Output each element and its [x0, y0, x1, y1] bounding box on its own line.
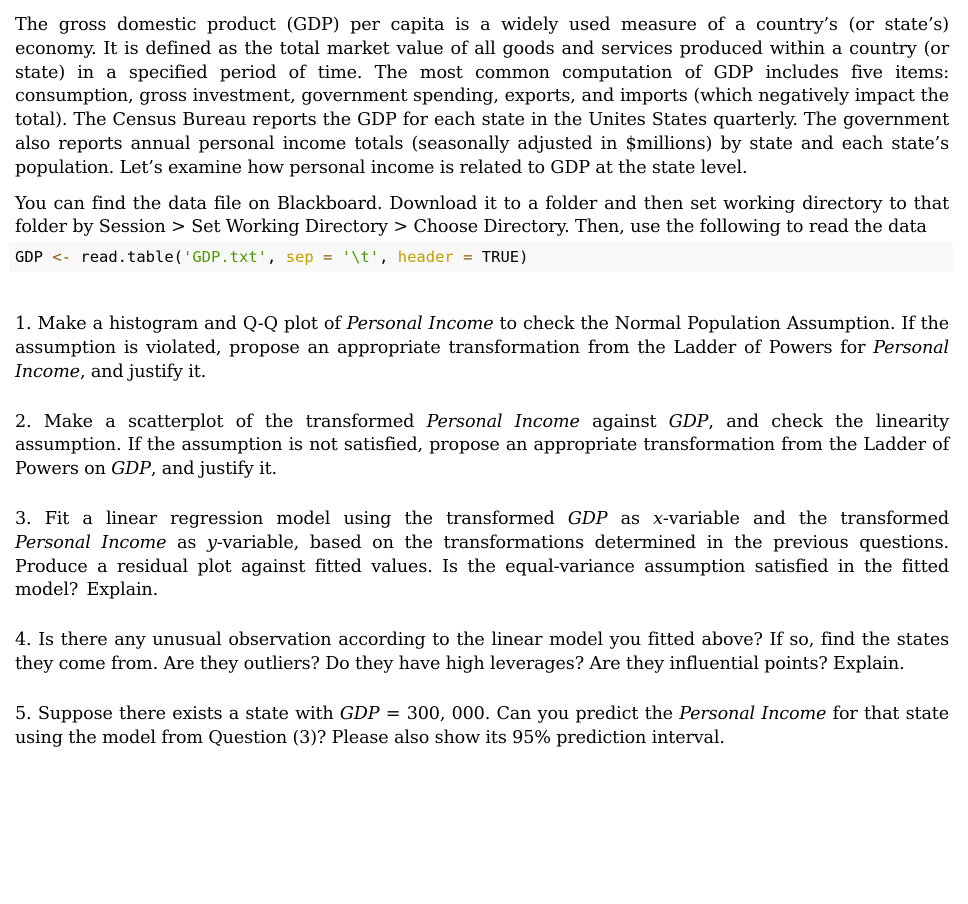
- question-1: 1. Make a histogram and Q-Q plot of Personal Income to check the Normal Population Assumption. If the assumption is violated, propose an appropriate transformation from the Ladder of Powers for Personal Income, and justify it.: [15, 314, 949, 382]
- math-gdp: GDP: [339, 703, 380, 724]
- code-equals: =: [463, 248, 473, 267]
- math-gdp: GDP: [567, 508, 608, 529]
- math-personal-income: Personal Income: [426, 411, 580, 432]
- document-page: [15, 14, 949, 776]
- math-personal-income: Personal Income: [679, 703, 827, 724]
- code-equals: =: [323, 248, 333, 267]
- math-personal-income: Personal Income: [15, 337, 949, 382]
- math-personal-income: Personal Income: [15, 532, 167, 553]
- math-x: x: [653, 508, 663, 529]
- question-2: 2. Make a scatterplot of the transformed Personal Income against GDP, and check the linearity assumption. If the assumption is not satisfied, propose an appropriate transformation from the Ladder of Powers on GDP, and justify it.: [15, 411, 949, 480]
- question-3: 3. Fit a linear regression model using the transformed GDP as x-variable and the transformed Personal Income as y-variable, based on the transformations determined in the previous questions. Produce a residual plot against fitted values. Is the equal-variance assumption satisfied in the fitted model? Explain.: [15, 508, 949, 601]
- question-5: 5. Suppose there exists a state with GDP = 300, 000. Can you predict the Personal Income for that state using the model from Question (3)? Please also show its 95% prediction interval.: [15, 703, 949, 748]
- code-header-value: TRUE: [481, 248, 520, 267]
- code-sep-argument: sep: [285, 248, 314, 267]
- math-y: y: [206, 532, 217, 553]
- math-gdp: GDP: [668, 411, 709, 432]
- math-gdp: GDP: [111, 459, 151, 480]
- code-function: read.table(: [80, 248, 184, 267]
- code-sep-value: '\t': [341, 248, 380, 267]
- code-variable: GDP: [15, 248, 43, 267]
- instructions-paragraph: You can find the data file on Blackboard. Download it to a folder and then set working directory to that folder by Session > Set Working Directory > Choose Directory. Then, use the following to read the data: [15, 193, 949, 238]
- question-4: 4. Is there any unusual observation according to the linear model you fitted above? If so, find the states they come from. Are they outliers? Do they have high leverages? Are they influential points? Explain.: [15, 630, 949, 674]
- intro-paragraph: The gross domestic product (GDP) per capita is a widely used measure of a country’s (or state’s) economy. It is defined as the total market value of all goods and services produced within a country (or state) in a specified period of time. The most common computation of GDP includes five items: consumption, gross investment, government spending, exports, and imports (which negatively impact the total). The Census Bureau reports the GDP for each state in the Unites States quarterly. The government also reports annual personal income totals (seasonally adjusted in $millions) by state and each state’s population. Let’s examine how personal income is related to GDP at the state level.: [15, 15, 949, 178]
- math-personal-income: Personal Income: [346, 314, 494, 335]
- code-header-argument: header: [397, 248, 454, 267]
- code-comma: ,: [379, 248, 389, 267]
- code-close-paren: ): [519, 248, 529, 267]
- code-assign-operator: <-: [52, 248, 72, 267]
- code-file-string: 'GDP.txt': [183, 248, 268, 267]
- code-comma: ,: [267, 248, 277, 267]
- code-block: [9, 242, 953, 272]
